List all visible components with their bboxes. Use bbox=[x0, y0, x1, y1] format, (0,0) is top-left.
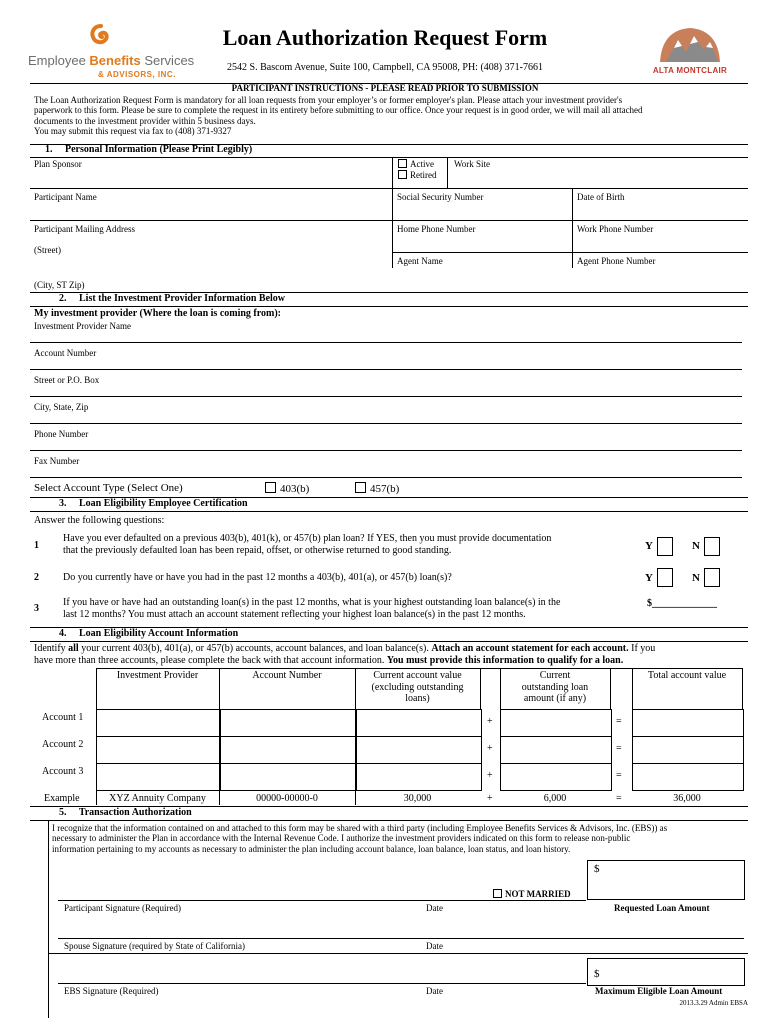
account-2-current[interactable] bbox=[355, 736, 482, 764]
participant-signature-label: Participant Signature (Required) bbox=[64, 903, 181, 913]
example-provider: XYZ Annuity Company bbox=[109, 793, 206, 804]
authorization-line-1: I recognize that the information contained on and attached to this form may be shared with a third party (including Employee Benefits Services & Advisors, Inc. (EBS)) as bbox=[52, 823, 668, 833]
account-3-total[interactable] bbox=[632, 763, 744, 791]
fax-number-label: Fax Number bbox=[34, 456, 80, 466]
example-label: Example bbox=[44, 793, 80, 804]
section2-heading: 2. List the Investment Provider Information Below bbox=[59, 293, 286, 304]
account-2-number[interactable] bbox=[219, 736, 357, 764]
ebs-signature-label: EBS Signature (Required) bbox=[64, 986, 159, 996]
q2-yes-box[interactable] bbox=[657, 568, 673, 587]
spouse-signature-field[interactable] bbox=[58, 918, 418, 937]
mailing-street-field[interactable] bbox=[34, 256, 386, 270]
home-phone-label: Home Phone Number bbox=[397, 224, 476, 234]
ebs-date-label: Date bbox=[426, 986, 443, 996]
col-current-value-1: Current account value bbox=[373, 670, 462, 681]
col-total-value: Total account value bbox=[647, 670, 727, 681]
work-phone-field[interactable] bbox=[577, 236, 745, 250]
question-2-number: 2 bbox=[34, 572, 39, 583]
q2-yes-label: Y bbox=[645, 572, 653, 584]
section4-heading: 4. Loan Eligibility Account Information bbox=[59, 628, 239, 639]
account-3-loan[interactable] bbox=[500, 763, 612, 791]
ebs-logo-benefits: Benefits bbox=[89, 53, 141, 68]
street-po-field[interactable] bbox=[200, 379, 740, 395]
col-loan-amount-2: outstanding loan bbox=[521, 681, 589, 693]
col-loan-amount-1: Current bbox=[539, 670, 571, 681]
q2-no-label: N bbox=[692, 572, 700, 584]
section5-heading: 5. Transaction Authorization bbox=[59, 807, 192, 818]
example-equals: = bbox=[616, 793, 622, 804]
section4-intro-line-1 bbox=[34, 643, 748, 655]
ssn-field[interactable] bbox=[397, 204, 567, 218]
participant-date-field[interactable] bbox=[426, 880, 486, 899]
phone-number-field[interactable] bbox=[200, 433, 740, 449]
city-state-zip-field[interactable] bbox=[200, 406, 740, 422]
retired-checkbox[interactable] bbox=[398, 170, 437, 180]
q2-no-box[interactable] bbox=[704, 568, 720, 587]
plan-sponsor-field[interactable] bbox=[34, 171, 386, 187]
footer-code: 2013.3.29 Admin EBSA bbox=[679, 999, 748, 1007]
requested-amount-box[interactable] bbox=[587, 860, 745, 900]
section3-heading: 3. Loan Eligibility Employee Certification bbox=[59, 498, 248, 509]
dob-field[interactable] bbox=[577, 204, 745, 218]
authorization-line-2: necessary to administer the Plan in accordance with the Internal Revenue Code. I authorize the investment providers indicated on this form to release non-public bbox=[52, 833, 631, 844]
instructions-line-3: documents to the investment provider within 5 business days. bbox=[34, 115, 256, 126]
active-checkbox[interactable] bbox=[398, 159, 434, 169]
instructions-text bbox=[34, 95, 748, 136]
account-1-current[interactable] bbox=[355, 709, 482, 737]
not-married-checkbox-box[interactable] bbox=[493, 889, 502, 898]
intro1-e: If you bbox=[628, 643, 656, 654]
account-1-equals: = bbox=[616, 716, 622, 727]
ssn-label: Social Security Number bbox=[397, 192, 484, 202]
account-type-457b-box[interactable] bbox=[355, 482, 366, 493]
example-total: 36,000 bbox=[673, 793, 701, 804]
account-type-403b[interactable] bbox=[265, 482, 309, 495]
account-3-provider[interactable] bbox=[96, 763, 221, 791]
col-current-value-2: (excluding outstanding bbox=[371, 681, 464, 693]
example-current: 30,000 bbox=[403, 793, 432, 804]
account-2-provider[interactable] bbox=[96, 736, 221, 764]
street-label: (Street) bbox=[34, 245, 61, 255]
ebs-logo-services: Services bbox=[140, 53, 195, 68]
section1-heading: 1. Personal Information (Please Print Legibly) bbox=[45, 144, 253, 155]
account-2-total[interactable] bbox=[632, 736, 744, 764]
work-site-field[interactable] bbox=[454, 171, 744, 187]
max-amount-dollar: $ bbox=[594, 968, 600, 980]
city-zip-label: (City, ST Zip) bbox=[34, 280, 85, 290]
mountain-icon bbox=[648, 22, 732, 64]
account-type-457b-label: 457(b) bbox=[370, 483, 400, 495]
agent-phone-field[interactable] bbox=[577, 268, 745, 282]
account-1-loan[interactable] bbox=[500, 709, 612, 737]
mailing-address-label: Participant Mailing Address bbox=[34, 224, 135, 234]
fax-number-field[interactable] bbox=[200, 460, 740, 476]
retired-checkbox-box[interactable] bbox=[398, 170, 407, 179]
question-1-line-2: that the previously defaulted loan has been repaid, offset, or otherwise returned to good standing. bbox=[63, 544, 452, 556]
account-2-plus: + bbox=[487, 743, 493, 754]
phone-number-label: Phone Number bbox=[34, 429, 89, 439]
account-3-number[interactable] bbox=[219, 763, 357, 791]
account-type-457b[interactable] bbox=[355, 482, 399, 495]
account-2-equals: = bbox=[616, 743, 622, 754]
section2-subheading: My investment provider (Where the loan is coming from): bbox=[34, 308, 282, 319]
col-current-value-3: loans) bbox=[405, 693, 430, 704]
requested-amount-label: Requested Loan Amount bbox=[614, 903, 710, 913]
question-1-line-1: Have you ever defaulted on a previous 403(b), 401(k), or 457(b) plan loan? If YES, then you must provide documentation bbox=[63, 533, 552, 544]
col-current-value bbox=[355, 670, 480, 705]
account-2-label: Account 2 bbox=[42, 739, 84, 750]
agent-name-label: Agent Name bbox=[397, 256, 443, 266]
account-2-loan[interactable] bbox=[500, 736, 612, 764]
active-checkbox-box[interactable] bbox=[398, 159, 407, 168]
ebs-logo-employee: Employee bbox=[28, 53, 90, 68]
account-type-403b-box[interactable] bbox=[265, 482, 276, 493]
plan-sponsor-label: Plan Sponsor bbox=[34, 159, 82, 169]
account-number-field[interactable] bbox=[200, 352, 740, 368]
authorization-line-3: information pertaining to my accounts as necessary to administer the plan including account balance, loan balance, loan status, and loan history. bbox=[52, 843, 571, 854]
active-label: Active bbox=[410, 159, 434, 169]
example-loan: 6,000 bbox=[543, 793, 567, 804]
spouse-date-field[interactable] bbox=[426, 918, 486, 937]
question-3-line-2: last 12 months? You must attach an account statement reflecting your highest loan balance(s) in the past 12 months. bbox=[63, 608, 526, 620]
account-1-total[interactable] bbox=[632, 709, 744, 737]
authorization-text bbox=[52, 823, 746, 854]
requested-amount-dollar: $ bbox=[594, 863, 600, 875]
account-type-label: Select Account Type (Select One) bbox=[34, 482, 183, 494]
instructions-line-1: The Loan Authorization Request Form is mandatory for all loan requests from your employer’s or former employer's plan. Please attach your investment provider's bbox=[34, 95, 623, 105]
question-2-text: Do you currently have or have you had in the past 12 months a 403(b), 401(a), or 457(b) loan(s)? bbox=[63, 572, 452, 583]
spouse-date-label: Date bbox=[426, 941, 443, 951]
retired-label: Retired bbox=[410, 170, 437, 180]
max-amount-label: Maximum Eligible Loan Amount bbox=[595, 986, 723, 996]
account-3-plus: + bbox=[487, 770, 493, 781]
account-1-provider[interactable] bbox=[96, 709, 221, 737]
example-account: 00000-00000-0 bbox=[256, 793, 318, 804]
col-account-number: Account Number bbox=[252, 670, 322, 681]
question-3-text bbox=[63, 597, 560, 620]
street-po-label: Street or P.O. Box bbox=[34, 375, 100, 385]
example-plus: + bbox=[487, 793, 493, 804]
max-amount-box[interactable] bbox=[587, 958, 745, 986]
not-married-label: NOT MARRIED bbox=[505, 889, 571, 899]
account-3-current[interactable] bbox=[355, 763, 482, 791]
answer-questions-label: Answer the following questions: bbox=[34, 515, 165, 526]
section4-intro bbox=[34, 643, 748, 666]
question-1-text bbox=[63, 533, 551, 556]
col-loan-amount-3: amount (if any) bbox=[523, 693, 587, 704]
q3-balance-field[interactable]: $_____________ bbox=[647, 598, 717, 609]
work-phone-label: Work Phone Number bbox=[577, 224, 654, 234]
account-type-403b-label: 403(b) bbox=[280, 483, 310, 495]
agent-name-field[interactable] bbox=[397, 268, 567, 282]
city-state-zip-label: City, State, Zip bbox=[34, 402, 89, 412]
q1-yes-label: Y bbox=[645, 540, 653, 552]
q1-no-box[interactable] bbox=[704, 537, 720, 556]
account-number-label: Account Number bbox=[34, 348, 97, 358]
home-phone-field[interactable] bbox=[397, 236, 567, 250]
question-3-number: 3 bbox=[34, 603, 39, 614]
work-site-label: Work Site bbox=[454, 159, 491, 169]
account-1-plus: + bbox=[487, 716, 493, 727]
participant-signature-field[interactable] bbox=[58, 880, 418, 899]
spouse-signature-label: Spouse Signature (required by State of California) bbox=[64, 941, 245, 951]
q1-no-label: N bbox=[692, 540, 700, 552]
intro1-d: Attach an account statement for each account. bbox=[431, 643, 629, 654]
intro2-b: You must provide this information to qualify for a loan. bbox=[386, 654, 624, 666]
intro1-a: Identify bbox=[34, 643, 69, 654]
section4-intro-line-2 bbox=[34, 655, 748, 667]
agent-phone-label: Agent Phone Number bbox=[577, 256, 656, 266]
question-1-number: 1 bbox=[34, 540, 39, 551]
ebs-logo-line2: & ADVISORS, INC. bbox=[98, 70, 176, 79]
participant-name-label: Participant Name bbox=[34, 192, 97, 202]
account-3-label: Account 3 bbox=[42, 766, 84, 777]
alta-montclair-logo bbox=[648, 22, 732, 78]
alta-montclair-text: ALTA MONTCLAIR bbox=[652, 66, 728, 75]
instructions-heading: PARTICIPANT INSTRUCTIONS - PLEASE READ PRIOR TO SUBMISSION bbox=[231, 83, 539, 93]
ebs-signature-field[interactable] bbox=[58, 963, 418, 982]
instructions-line-2: paperwork to this form. Please be sure to complete the request in its entirety before submitting to our office. Once your request is in good order, we will mail all attached bbox=[34, 105, 643, 116]
account-1-number[interactable] bbox=[219, 709, 357, 737]
question-3-line-1: If you have or have had an outstanding loan(s) in the past 12 months, what is your highest outstanding loan balance(s) in the bbox=[63, 597, 561, 608]
intro1-c: your current 403(b), 401(a), or 457(b) accounts, account balances, and loan balance(s). bbox=[78, 643, 432, 654]
provider-name-label: Investment Provider Name bbox=[34, 321, 131, 331]
not-married-checkbox[interactable] bbox=[493, 889, 571, 899]
participant-date-label: Date bbox=[426, 903, 443, 913]
provider-name-field[interactable] bbox=[200, 325, 740, 341]
instructions-line-4: You may submit this request via fax to (408) 371-9327 bbox=[34, 126, 232, 137]
col-loan-amount bbox=[500, 670, 610, 705]
participant-name-field[interactable] bbox=[34, 204, 386, 218]
dob-label: Date of Birth bbox=[577, 192, 625, 202]
intro1-b: all bbox=[68, 643, 79, 654]
ebs-date-field[interactable] bbox=[426, 963, 486, 982]
account-1-label: Account 1 bbox=[42, 712, 84, 723]
intro2-a: have more than three accounts, please complete the back with that account information. bbox=[34, 654, 387, 666]
company-address: 2542 S. Bascom Avenue, Suite 100, Campbell, CA 95008, PH: (408) 371-7661 bbox=[227, 62, 543, 73]
q1-yes-box[interactable] bbox=[657, 537, 673, 556]
col-investment-provider: Investment Provider bbox=[116, 670, 199, 681]
account-3-equals: = bbox=[616, 770, 622, 781]
form-title: Loan Authorization Request Form bbox=[222, 25, 548, 50]
